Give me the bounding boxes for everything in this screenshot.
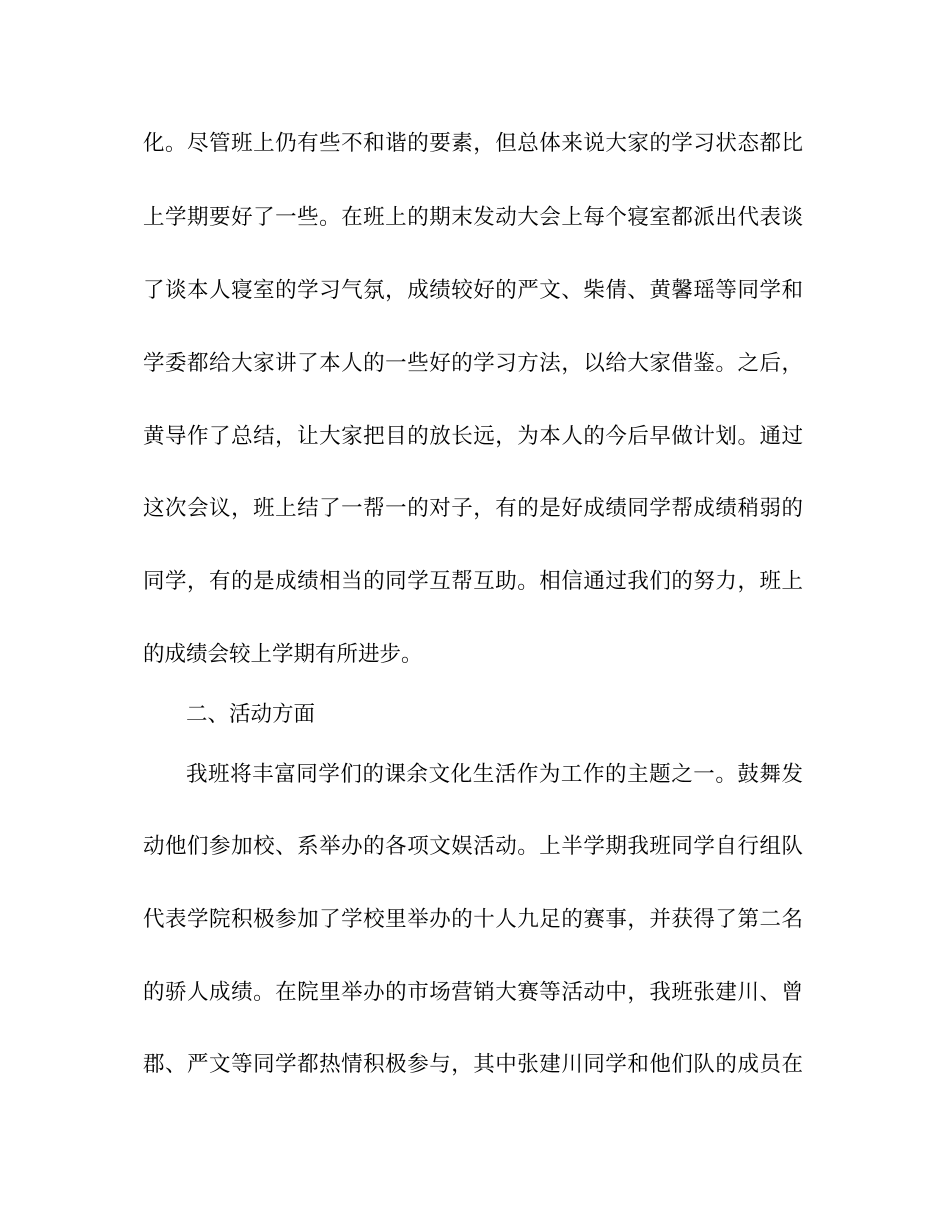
body-text-line: 这次会议，班上结了一帮一的对子，有的是好成绩同学帮成绩稍弱的 xyxy=(143,496,803,521)
body-text-line: 代表学院积极参加了学校里举办的十人九足的赛事，并获得了第二名 xyxy=(143,907,803,932)
section-heading: 二、活动方面 xyxy=(186,702,316,727)
body-text-line: 化。尽管班上仍有些不和谐的要素，但总体来说大家的学习状态都比 xyxy=(143,131,803,156)
body-text-line: 动他们参加校、系举办的各项文娱活动。上半学期我班同学自行组队 xyxy=(143,834,803,859)
body-text-line: 学委都给大家讲了本人的一些好的学习方法，以给大家借鉴。之后， xyxy=(143,351,803,376)
body-text-line: 的骄人成绩。在院里举办的市场营销大赛等活动中，我班张建川、曾 xyxy=(143,980,803,1005)
body-text-line: 上学期要好了一些。在班上的期末发动大会上每个寝室都派出代表谈 xyxy=(143,205,803,230)
body-text-line: 我班将丰富同学们的课余文化生活作为工作的主题之一。鼓舞发 xyxy=(186,762,803,787)
body-text-line: 黄导作了总结，让大家把目的放长远，为本人的今后早做计划。通过 xyxy=(143,424,803,449)
body-text-line: 郡、严文等同学都热情积极参与，其中张建川同学和他们队的成员在 xyxy=(143,1052,803,1077)
paragraph-last-line: 的成绩会较上学期有所进步。 xyxy=(143,642,423,667)
body-text-line: 同学，有的是成绩相当的同学互帮互助。相信通过我们的努力，班上 xyxy=(143,569,803,594)
body-text-line: 了谈本人寝室的学习气氛，成绩较好的严文、柴倩、黄馨瑶等同学和 xyxy=(143,278,803,303)
